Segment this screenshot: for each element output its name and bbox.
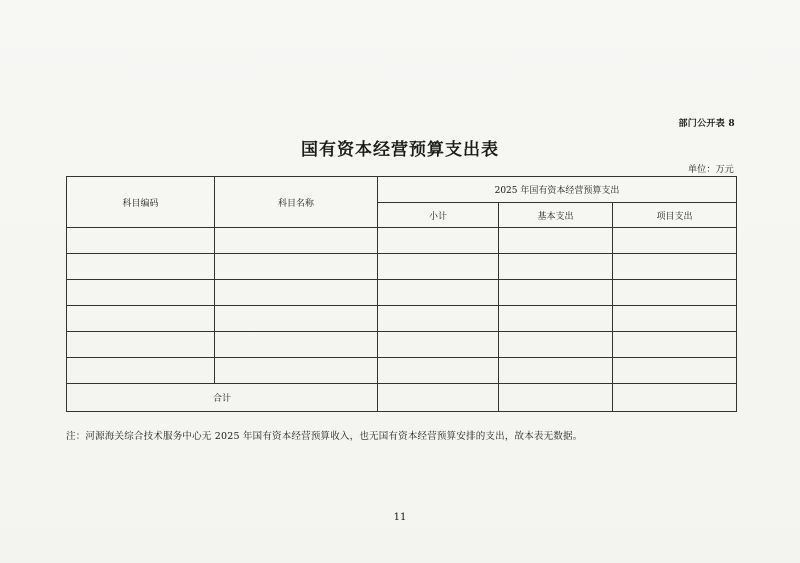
header-subject-name: 科目名称	[215, 177, 378, 228]
cell-name	[215, 306, 378, 332]
cell-code	[67, 254, 215, 280]
page-title: 国有资本经营预算支出表	[301, 140, 499, 160]
header-subject-code: 科目编码	[67, 177, 215, 228]
cell-subtotal	[378, 358, 499, 384]
total-row	[67, 384, 737, 412]
cell-code	[67, 306, 215, 332]
footnote: 注：河源海关综合技术服务中心无 2025 年国有资本经营预算收入，也无国有资本经营预算安排的支出，故本表无数据。	[66, 431, 583, 442]
cell-basic	[499, 228, 613, 254]
cell-basic	[499, 358, 613, 384]
cell-basic	[499, 280, 613, 306]
cell-name	[215, 228, 378, 254]
total-label: 合计	[67, 384, 378, 412]
table-row	[67, 306, 737, 332]
table-code-label: 部门公开表 8	[678, 119, 735, 129]
page-number: 11	[393, 512, 407, 523]
cell-subtotal	[378, 332, 499, 358]
cell-code	[67, 280, 215, 306]
table-row	[67, 228, 737, 254]
cell-project	[613, 228, 737, 254]
table-row	[67, 358, 737, 384]
cell-project	[613, 358, 737, 384]
cell-subtotal	[378, 306, 499, 332]
cell-subtotal	[378, 280, 499, 306]
cell-project	[613, 254, 737, 280]
cell-basic	[499, 332, 613, 358]
cell-code	[67, 228, 215, 254]
budget-expenditure-table	[66, 176, 737, 412]
table-header-row	[67, 177, 737, 203]
cell-basic	[499, 306, 613, 332]
cell-name	[215, 332, 378, 358]
header-basic-expenditure: 基本支出	[499, 203, 613, 228]
header-expenditure-group: 2025 年国有资本经营预算支出	[378, 177, 737, 203]
cell-name	[215, 280, 378, 306]
table-row	[67, 280, 737, 306]
unit-label: 单位：万元	[687, 165, 734, 175]
table-row	[67, 254, 737, 280]
total-project	[613, 384, 737, 412]
cell-project	[613, 332, 737, 358]
table-row	[67, 332, 737, 358]
cell-project	[613, 280, 737, 306]
total-subtotal	[378, 384, 499, 412]
cell-code	[67, 358, 215, 384]
header-subtotal: 小计	[378, 203, 499, 228]
cell-name	[215, 358, 378, 384]
header-project-expenditure: 项目支出	[613, 203, 737, 228]
cell-project	[613, 306, 737, 332]
cell-subtotal	[378, 228, 499, 254]
total-basic	[499, 384, 613, 412]
cell-code	[67, 332, 215, 358]
cell-name	[215, 254, 378, 280]
cell-subtotal	[378, 254, 499, 280]
cell-basic	[499, 254, 613, 280]
